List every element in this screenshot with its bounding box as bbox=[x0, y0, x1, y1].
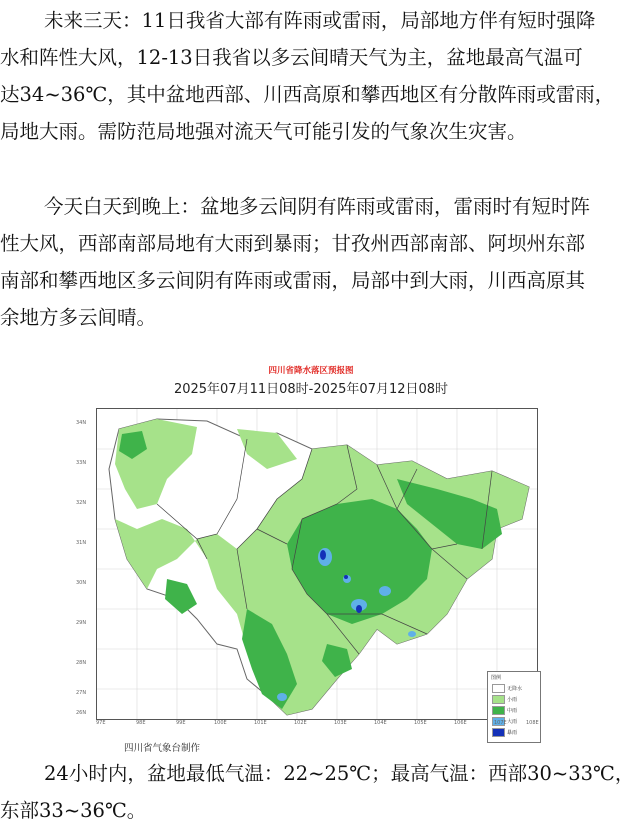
lon-label: 102E bbox=[294, 720, 307, 726]
legend-item bbox=[492, 695, 538, 703]
text-line: 局地大雨。需防范局地强对流天气可能引发的气象次生灾害。 bbox=[0, 120, 527, 143]
text-line: 性大风，西部南部局地有大雨到暴雨；甘孜州西部南部、阿坝州东部 bbox=[0, 232, 586, 255]
lon-label: 98E bbox=[136, 720, 146, 726]
legend-item bbox=[492, 728, 538, 736]
text-line: 南部和攀西地区多云间阴有阵雨或雷雨，局部中到大雨，川西高原其 bbox=[0, 269, 586, 292]
lat-label: 32N bbox=[76, 500, 87, 506]
lon-label: 108E bbox=[526, 720, 539, 726]
map-title: 四川省降水落区预报图 bbox=[268, 366, 354, 376]
legend-item bbox=[492, 684, 538, 692]
text-line: 余地方多云间晴。 bbox=[0, 306, 157, 329]
lat-label: 34N bbox=[76, 420, 87, 426]
sichuan-map-svg bbox=[97, 409, 537, 719]
forecast-today-paragraph bbox=[0, 188, 636, 336]
lat-label: 33N bbox=[76, 460, 87, 466]
lon-label: 99E bbox=[176, 720, 186, 726]
lon-label: 100E bbox=[214, 720, 227, 726]
lat-label: 30N bbox=[76, 580, 87, 586]
temperature-paragraph bbox=[0, 755, 636, 829]
lon-label: 101E bbox=[254, 720, 267, 726]
text-line: 水和阵性大风，12-13日我省以多云间晴天气为主，盆地最高气温可 bbox=[0, 46, 583, 69]
legend-label: 大雨 bbox=[507, 719, 518, 725]
legend-label: 暴雨 bbox=[507, 730, 518, 736]
legend-item bbox=[492, 706, 538, 714]
lat-label: 29N bbox=[76, 620, 87, 626]
lat-label: 31N bbox=[76, 540, 87, 546]
lon-label: 105E bbox=[414, 720, 427, 726]
lat-label: 26N bbox=[76, 710, 87, 716]
text-line: 达34~36℃，其中盆地西部、川西高原和攀西地区有分散阵雨或雷雨， bbox=[0, 83, 615, 106]
text-line: 今天白天到晚上：盆地多云间阴有阵雨或雷雨，雷雨时有短时阵 bbox=[44, 195, 591, 218]
lon-label: 104E bbox=[374, 720, 387, 726]
legend-label: 无降水 bbox=[507, 686, 523, 692]
lon-label: 97E bbox=[96, 720, 106, 726]
text-line: 未来三天：11日我省大部有阵雨或雷雨，局部地方伴有短时强降 bbox=[44, 9, 596, 32]
lat-label: 28N bbox=[76, 660, 87, 666]
precipitation-forecast-map bbox=[76, 364, 544, 754]
legend-title: 图例 bbox=[491, 675, 502, 681]
lon-label: 107E bbox=[494, 720, 507, 726]
text-line: 24小时内，盆地最低气温：22~25℃；最高气温：西部30~33℃， bbox=[44, 762, 635, 785]
lon-label: 103E bbox=[334, 720, 347, 726]
legend-label: 中雨 bbox=[507, 708, 518, 714]
lat-label: 27N bbox=[76, 690, 87, 696]
text-line: 东部33~36℃。 bbox=[0, 799, 147, 822]
map-credit: 四川省气象台制作 bbox=[121, 739, 203, 755]
lon-label: 106E bbox=[454, 720, 467, 726]
forecast-three-days-paragraph bbox=[0, 2, 636, 150]
legend-label: 小雨 bbox=[507, 697, 518, 703]
map-time-range: 2025年07月11日08时-2025年07月12日08时 bbox=[173, 382, 449, 397]
map-legend bbox=[487, 671, 541, 743]
